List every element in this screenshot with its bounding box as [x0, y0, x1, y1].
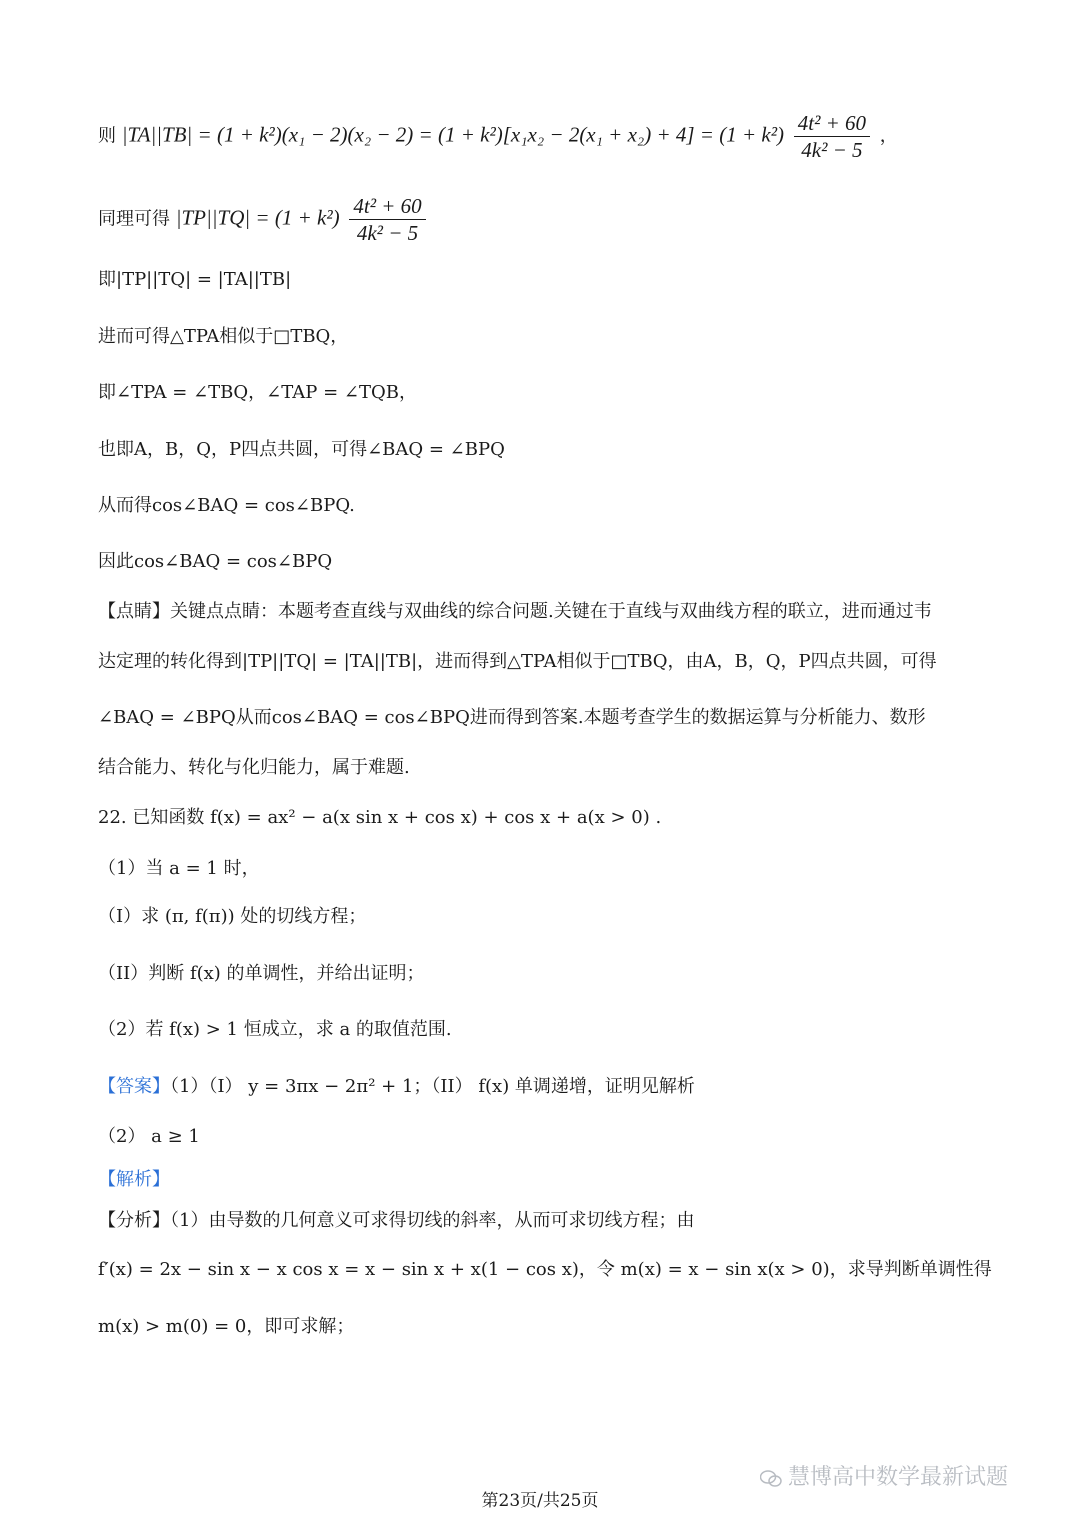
text-line-4: 进而可得△TPA相似于□TBQ，	[98, 326, 349, 347]
comment-line-2: 达定理的转化得到|TP||TQ| = |TA||TB|，进而得到△TPA相似于□TBQ，由A，B，Q，P四点共圆，可得	[98, 651, 937, 672]
watermark-text: 慧博高中数学最新试题	[788, 1465, 1009, 1490]
answer-line-1	[98, 1073, 695, 1101]
analysis-sub-tag: 【分析】	[98, 1210, 170, 1231]
question-part-2: （2）若 f(x) > 1 恒成立，求 a 的取值范围.	[98, 1019, 452, 1040]
wechat-icon	[760, 1469, 782, 1487]
analysis-text-1: （1）由导数的几何意义可求得切线的斜率，从而可求切线方程；由	[170, 1210, 695, 1231]
line-prefix: 同理可得	[98, 208, 170, 230]
comment-text: 关键点点睛：本题考查直线与双曲线的综合问题.关键在于直线与双曲线方程的联立，进而通过韦	[170, 601, 932, 622]
text-line-5: 即∠TPA = ∠TBQ，∠TAP = ∠TQB，	[98, 382, 417, 403]
tp-tq-product: |TP||TQ| = (1 + k²)	[175, 205, 340, 230]
fraction-denominator: 4k² − 5	[356, 221, 419, 245]
text-line-3: 即|TP||TQ| = |TA||TB|	[98, 269, 292, 290]
comment-line-4: 结合能力、转化与化归能力，属于难题.	[98, 757, 410, 778]
answer-line-2: （2） a ≥ 1	[98, 1126, 200, 1147]
question-part-1: （1）当 a = 1 时，	[98, 858, 260, 879]
analysis-tag: 【解析】	[98, 1169, 170, 1190]
product-expansion: |TA||TB| = (1 + k²)(x₁ − 2)(x₂ − 2) = (1 + k²)[x₁x₂ − 2(x₁ + x₂) + 4] = (1 + k²)	[121, 122, 785, 147]
equation-line-1	[98, 110, 898, 163]
fraction	[349, 193, 425, 246]
equation-line-2	[98, 193, 430, 246]
fraction-denominator: 4k² − 5	[801, 138, 863, 162]
analysis-line-2: f′(x) = 2x − sin x − x cos x = x − sin x + x(1 − cos x)，令 m(x) = x − sin x(x > 0)，求导判断单调性得	[98, 1259, 992, 1280]
comment-line-3: ∠BAQ = ∠BPQ从而cos∠BAQ = cos∠BPQ进而得到答案.本题考查学生的数据运算与分析能力、数形	[98, 707, 926, 728]
text-line-8: 因此cos∠BAQ = cos∠BPQ	[98, 551, 333, 572]
analysis-header	[98, 1166, 170, 1194]
text-line-6: 也即A，B，Q，P四点共圆，可得∠BAQ = ∠BPQ	[98, 439, 505, 460]
comment-tag: 【点睛】	[98, 601, 170, 622]
text-line-7: 从而得cos∠BAQ = cos∠BPQ.	[98, 495, 355, 516]
analysis-line-1	[98, 1207, 694, 1235]
fraction-numerator: 4t² + 60	[794, 110, 870, 137]
comment-line-1	[98, 598, 932, 626]
fraction	[794, 110, 870, 163]
question-stem: 22. 已知函数 f(x) = ax² − a(x sin x + cos x) + cos x + a(x > 0) .	[98, 807, 662, 828]
page-number: 第23页/共25页	[481, 1491, 599, 1511]
analysis-line-3: m(x) > m(0) = 0，即可求解；	[98, 1316, 355, 1337]
line-prefix: 则	[98, 125, 116, 147]
answer-text-1: （1）（I） y = 3πx − 2π² + 1；（II） f(x) 单调递增，证明见解析	[170, 1076, 695, 1097]
line-suffix: ，	[879, 125, 898, 147]
answer-tag: 【答案】	[98, 1076, 170, 1097]
fraction-numerator: 4t² + 60	[349, 193, 425, 220]
question-part-1-ii: （II）判断 f(x) 的单调性，并给出证明；	[98, 963, 425, 984]
question-part-1-i: （I）求 (π, f(π)) 处的切线方程；	[98, 906, 367, 927]
